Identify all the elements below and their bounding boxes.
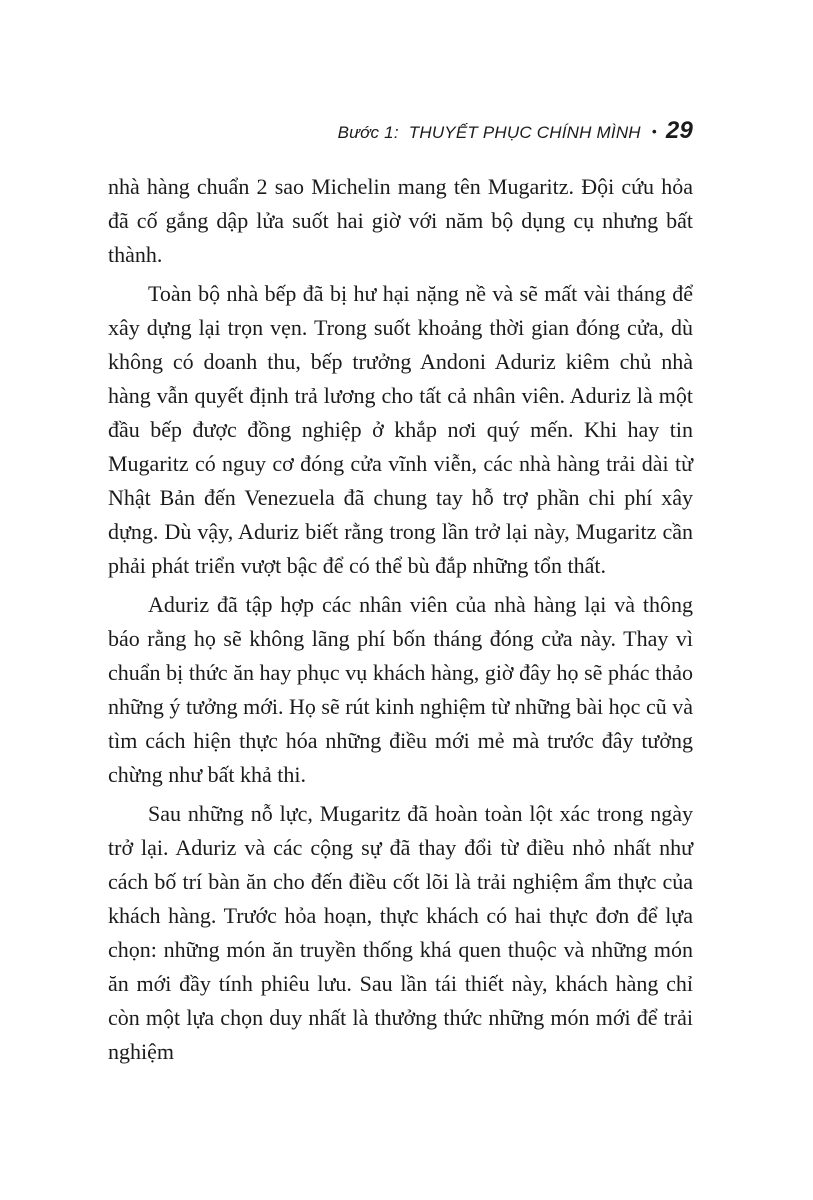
paragraph: Aduriz đã tập hợp các nhân viên của nhà hàng lại và thông báo rằng họ sẽ không lãng phí bốn tháng đóng cửa này. Thay vì chuẩn bị thức ăn hay phục vụ khách hàng, giờ đây họ sẽ phác thảo những ý tưởng mới. Họ sẽ rút kinh nghiệm từ những bài học cũ và tìm cách hiện thực hóa những điều mới mẻ mà trước đây tưởng chừng như bất khả thi. [108, 592, 693, 787]
chapter-title: THUYẾT PHỤC CHÍNH MÌNH [408, 123, 641, 142]
paragraph: Sau những nỗ lực, Mugaritz đã hoàn toàn lột xác trong ngày trở lại. Aduriz và các cộng sự đã thay đổi từ điều nhỏ nhất như cách bố trí bàn ăn cho đến điều cốt lõi là trải nghiệm ẩm thực của khách hàng. Trước hỏa hoạn, thực khách có hai thực đơn để lựa chọn: những món ăn truyền thống khá quen thuộc và những món ăn mới đầy tính phiêu lưu. Sau lần tái thiết này, khách hàng chỉ còn một lựa chọn duy nhất là thưởng thức những món mới để trải nghiệm [108, 801, 693, 1064]
separator-dot: • [651, 123, 657, 139]
paragraph: Toàn bộ nhà bếp đã bị hư hại nặng nề và sẽ mất vài tháng để xây dựng lại trọn vẹn. Trong suốt khoảng thời gian đóng cửa, dù không có doanh thu, bếp trưởng Andoni Aduriz kiêm chủ nhà hàng vẫn quyết định trả lương cho tất cả nhân viên. Aduriz là một đầu bếp được đồng nghiệp ở khắp nơi quý mến. Khi hay tin Mugaritz có nguy cơ đóng cửa vĩnh viễn, các nhà hàng trải dài từ Nhật Bản đến Venezuela đã chung tay hỗ trợ phần chi phí xây dựng. Dù vậy, Aduriz biết rằng trong lần trở lại này, Mugaritz cần phải phát triển vượt bậc để có thể bù đắp những tổn thất. [108, 281, 693, 578]
section-label: Bước 1: [337, 123, 399, 142]
page-number: 29 [665, 117, 693, 144]
running-header [108, 116, 693, 148]
content-column [108, 116, 693, 1069]
body-text [108, 170, 693, 1069]
paragraph-continuation: nhà hàng chuẩn 2 sao Michelin mang tên Mugaritz. Đội cứu hỏa đã cố gắng dập lửa suốt hai giờ với năm bộ dụng cụ nhưng bất thành. [108, 174, 693, 267]
